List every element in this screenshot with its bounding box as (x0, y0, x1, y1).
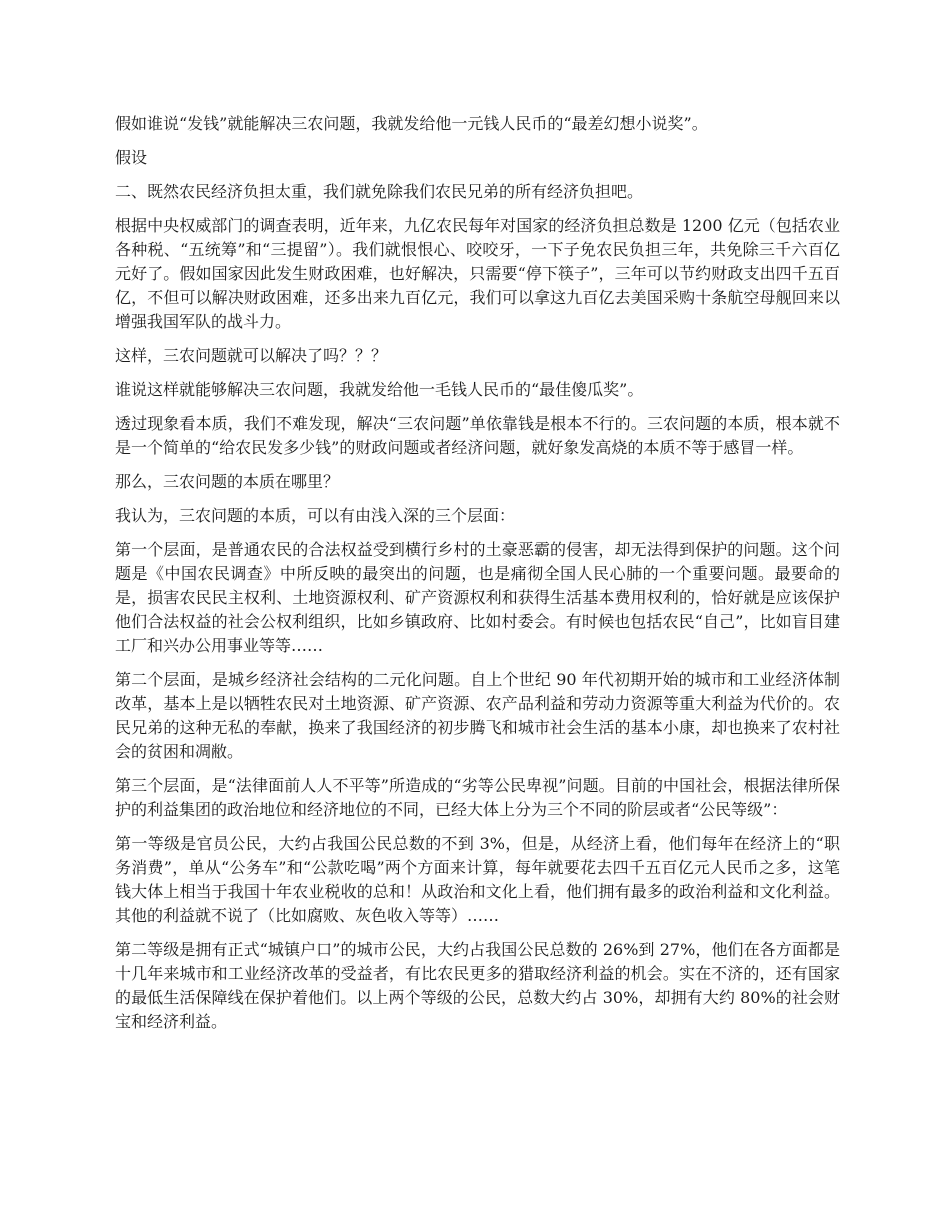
paragraph-burden-relief: 根据中央权威部门的调查表明，近年来，九亿农民每年对国家的经济负担总数是 1200 亿元（包括农业各种税、“五统筹”和“三提留”）。我们就恨恨心、咬咬牙，一下子免农民负担三年，共免除三千六百亿元好了。假如国家因此发生财政困难，也好解决，只需要“停下筷子”，三年可以节约财政支出四千五百亿，不但可以解决财政困难，还多出来九百亿元，我们可以拿这九百亿去美国采购十条航空母舰回来以增强我国军队的战斗力。 (115, 216, 840, 331)
paragraph-level-one: 第一个层面，是普通农民的合法权益受到横行乡村的土豪恶霸的侵害，却无法得到保护的问题。这个问题是《中国农民调查》中所反映的最突出的问题，也是痛彻全国人民心肺的一个重要问题。最要命的是，损害农民民主权利、土地资源权利、矿产资源权利和获得生活基本费用权利的，恰好就是应该保护他们合法权益的社会公权利组织，比如乡镇政府、比如村委会。有时候也包括农民“自己”，比如盲目建工厂和兴办公用事业等等…… (115, 540, 840, 655)
paragraph-essence-intro: 透过现象看本质，我们不难发现，解决“三农问题”单依靠钱是根本不行的。三农问题的本质，根本就不是一个简单的“给农民发多少钱”的财政问题或者经济问题，就好象发高烧的本质不等于感冒一样。 (115, 414, 840, 457)
paragraph-first-class: 第一等级是官员公民，大约占我国公民总数的不到 3%，但是，从经济上看，他们每年在经济上的“职务消费”，单从“公务车”和“公款吃喝”两个方面来计算，每年就要花去四千五百亿元人民币之多，这笔钱大体上相当于我国十年农业税收的总和！从政治和文化上看，他们拥有最多的政治利益和文化利益。其他的利益就不说了（比如腐败、灰色收入等等）…… (115, 834, 840, 925)
paragraph-where-essence: 那么，三农问题的本质在哪里？ (115, 472, 340, 491)
paragraph-level-three: 第三个层面，是“法律面前人人不平等”所造成的“劣等公民卑视”问题。目前的中国社会，根据法律所保护的利益集团的政治地位和经济地位的不同，已经大体上分为三个不同的阶层或者“公民等级”： (115, 776, 840, 819)
document-body (115, 112, 840, 1044)
paragraph-level-two: 第二个层面，是城乡经济社会结构的二元化问题。自上个世纪 90 年代初期开始的城市和工业经济体制改革，基本上是以牺牲农民对土地资源、矿产资源、农产品利益和劳动力资源等重大利益为代价的。农民兄弟的这种无私的奉献，换来了我国经济的初步腾飞和城市社会生活的基本小康，却也换来了农村社会的贫困和凋敝。 (115, 670, 840, 761)
paragraph-prize-fantasy: 假如谁说“发钱”就能解决三农问题，我就发给他一元钱人民币的“最差幻想小说奖”。 (115, 114, 708, 133)
paragraph-three-levels: 我认为，三农问题的本质，可以有由浅入深的三个层面： (115, 506, 516, 525)
paragraph-question: 这样，三农问题就可以解决了吗？？？ (115, 346, 388, 365)
paragraph-second-class: 第二等级是拥有正式“城镇户口”的城市公民，大约占我国公民总数的 26%到 27%，他们在各方面都是十几年来城市和工业经济改革的受益者，有比农民更多的猎取经济利益的机会。实在不济的，还有国家的最低生活保障线在保护着他们。以上两个等级的公民，总数大约占 30%，却拥有大约 80%的社会财宝和经济利益。 (115, 940, 840, 1031)
paragraph-hypothesis: 假设 (115, 148, 148, 167)
paragraph-prize-fool: 谁说这样就能够解决三农问题，我就发给他一毛钱人民币的“最佳傻瓜奖”。 (115, 380, 644, 399)
paragraph-section-two-heading: 二、既然农民经济负担太重，我们就免除我们农民兄弟的所有经济负担吧。 (115, 182, 644, 201)
